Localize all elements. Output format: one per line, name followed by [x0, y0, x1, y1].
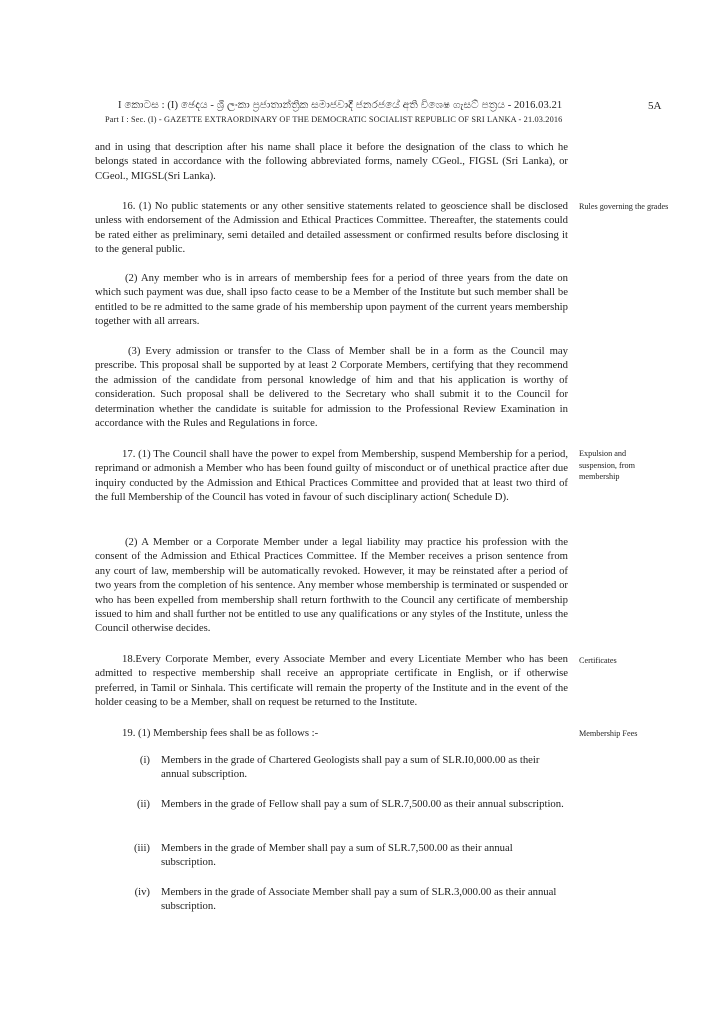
- page-number: 5A: [648, 100, 662, 112]
- header-sinhala-title: I කොටස : (I) ඡෙදය - ශ්‍රී ලංකා ප්‍රජාතාන්ත්‍රික සමාජවාදී ජනරජයේ අති විශෙෂ ගැසට් පත්‍රය - 2016.03.21: [118, 100, 563, 111]
- paragraph-19-1: 19. (1) Membership fees shall be as follows :-: [122, 727, 319, 739]
- marginal-note-expulsion: Expulsion and suspension, from membership: [579, 449, 635, 481]
- paragraph-16-2: (2) Any member who is in arrears of membership fees for a period of three years from the date on which such payment was due, shall ipso facto cease to be a Member of the Institute but such member shall be entitled to be re admitted to the same grade of his membership upon payment of the current years membership together with all arrears.: [95, 272, 568, 328]
- paragraph-17-1: 17. (1) The Council shall have the power to expel from Membership, suspend Membership for a period, reprimand or admonish a Member who has been found guilty of misconduct or of unethical practice after due inquiry conducted by the Admission and Ethical Practices Committee and provided that at least two third of the full Membership of the Council has voted in favour of such disciplinary action( Schedule D).: [95, 448, 568, 504]
- paragraph-16-3: (3) Every admission or transfer to the Class of Member shall be in a form as the Council may prescribe. This proposal shall be supported by at least 2 Corporate Members, certifying that they recommend the admission of the candidate from personal knowledge of him and that his application is worthy of consideration. Such proposal shall be delivered to the Secretary who shall submit it to the Council for determination whether the candidate is suitable for admission to the Professional Review Examination in accordance with the Rules and Regulations in force.: [95, 345, 568, 430]
- header-english-title: Part I : Sec. (I) - GAZETTE EXTRAORDINARY OF THE DEMOCRATIC SOCIALIST REPUBLIC OF SRI LANKA - 21.03.2016: [105, 115, 563, 124]
- marginal-note-certificates: Certificates: [579, 656, 617, 665]
- list-item-number: (i): [139, 754, 150, 766]
- marginal-note-membership-fees: Membership Fees: [579, 729, 638, 738]
- marginal-note-rules-grades: Rules governing the grades: [579, 202, 669, 211]
- list-item-text: Members in the grade of Associate Member shall pay a sum of SLR.3,000.00 as their annual subscription.: [161, 886, 557, 913]
- list-item-number: (iv): [134, 886, 150, 898]
- paragraph-continuation: and in using that description after his name shall place it before the designation of the class to which he belongs stated in accordance with the following abbreviated forms, namely CGeol., FIGSL (Sri Lanka), or CGeol., MIGSL(Sri Lanka).: [95, 141, 568, 182]
- list-item-text: Members in the grade of Fellow shall pay a sum of SLR.7,500.00 as their annual subscription.: [161, 798, 564, 810]
- list-item-text: Members in the grade of Chartered Geologists shall pay a sum of SLR.I0,000.00 as their annual subscription.: [161, 754, 540, 781]
- list-item-number: (ii): [136, 798, 150, 810]
- paragraph-18: 18.Every Corporate Member, every Associate Member and every Licentiate Member who has been admitted to respective membership shall receive an appropriate certificate in English, or if otherwise preferred, in Tamil or Sinhala. This certificate will remain the property of the Institute and in the event of the holder ceasing to be a Member, shall on request be returned to the Institute.: [95, 653, 568, 709]
- list-item-number: (iii): [133, 842, 150, 854]
- paragraph-16-1: 16. (1) No public statements or any other sensitive statements related to geoscience shall be disclosed unless with endorsement of the Admission and Ethical Practices Committee. Thereafter, the statements could be rated either as preliminary, semi detailed and detailed assessment or confirmed results before disclosing it to the general public.: [95, 200, 568, 256]
- paragraph-17-2: (2) A Member or a Corporate Member under a legal liability may practice his profession with the consent of the Admission and Ethical Practices Committee. If the Member receives a prison sentence from any court of law, membership will be automatically revoked. However, it may be reinstated after a period of two years from the completion of his sentence. Any member whose membership is terminated or suspended or who has been expelled from membership shall return forthwith to the Council any certificate of membership issued to him and shall further not be entitled to use any qualifications or any styles of the Institute, unless the Council otherwise decides.: [95, 536, 568, 635]
- list-item-text: Members in the grade of Member shall pay a sum of SLR.7,500.00 as their annual subscription.: [161, 842, 513, 869]
